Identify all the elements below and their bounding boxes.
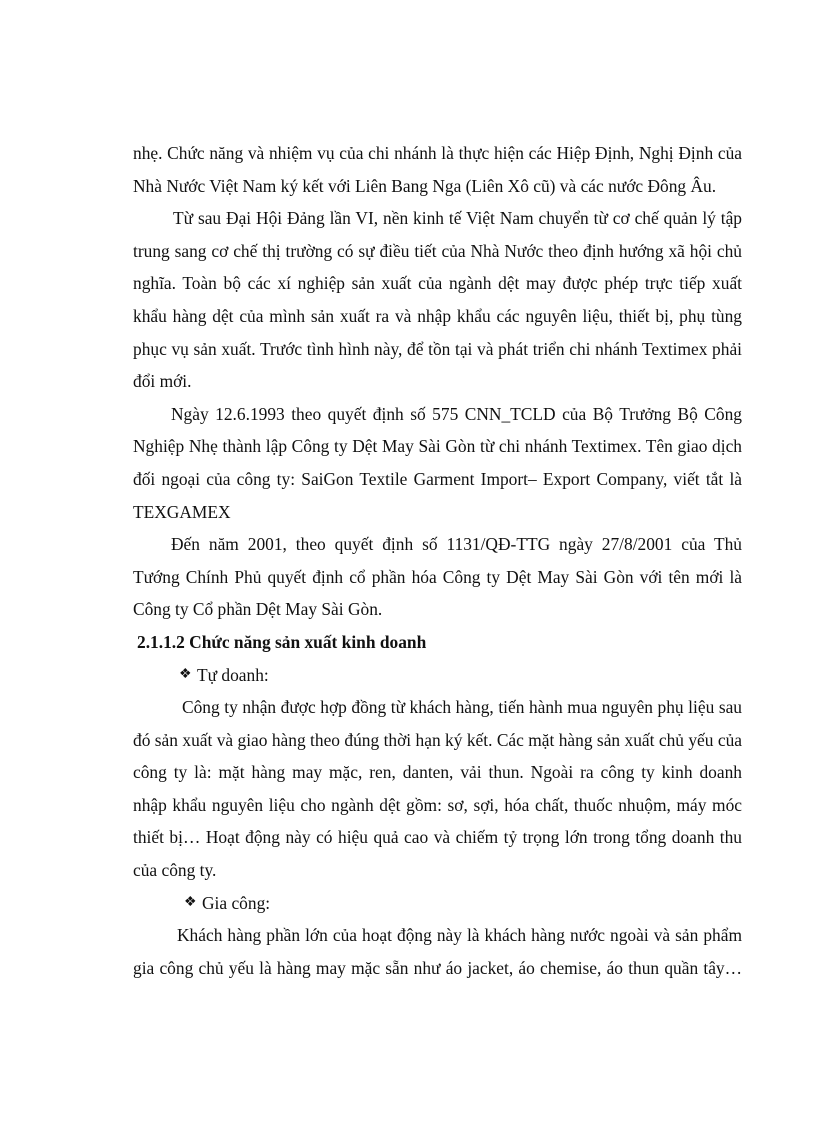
bullet-item-gia-cong	[133, 887, 742, 920]
paragraph-line: Công ty Cổ phần Dệt May Sài Gòn.	[133, 599, 383, 620]
paragraph-line: Ngày 12.6.1993 theo quyết định số 575 CNN_TCLD của Bộ Trưởng Bộ Công	[171, 403, 742, 424]
paragraph-line: Nghiệp Nhẹ thành lập Công ty Dệt May Sài Gòn từ chi nhánh Textimex. Tên giao dịch	[133, 436, 742, 457]
bullet-item-tu-doanh	[133, 659, 742, 692]
paragraph-line: nhập khẩu nguyên liệu cho ngành dệt gồm: sơ, sợi, hóa chất, thuốc nhuộm, máy móc	[133, 794, 742, 815]
paragraph-line: nghĩa. Toàn bộ các xí nghiệp sản xuất của ngành dệt may được phép trực tiếp xuất	[133, 273, 742, 294]
paragraph-line: phục vụ sản xuất. Trước tình hình này, để tồn tại và phát triển chi nhánh Textimex phải	[133, 338, 742, 359]
paragraph-line: Công ty nhận được hợp đồng từ khách hàng, tiến hành mua nguyên phụ liệu sau	[182, 697, 742, 718]
paragraph-line: thiết bị… Hoạt động này có hiệu quả cao và chiếm tỷ trọng lớn trong tổng doanh thu	[133, 827, 742, 848]
paragraph-line: đối ngoại của công ty: SaiGon Textile Garment Import– Export Company, viết tắt là	[133, 468, 742, 489]
paragraph-line: của công ty.	[133, 860, 217, 881]
paragraph-line: công ty là: mặt hàng may mặc, ren, danten, vải thun. Ngoài ra công ty kinh doanh	[133, 762, 742, 783]
bullet-label: Tự doanh:	[197, 664, 269, 685]
section-heading: 2.1.1.2 Chức năng sản xuất kinh doanh	[137, 631, 427, 652]
bullet-label: Gia công:	[202, 892, 271, 913]
paragraph-line: nhẹ. Chức năng và nhiệm vụ của chi nhánh là thực hiện các Hiệp Định, Nghị Định của	[133, 143, 742, 163]
paragraph-line: Nhà Nước Việt Nam ký kết với Liên Bang Nga (Liên Xô cũ) và các nước Đông Âu.	[133, 175, 717, 196]
paragraph-line: gia công chủ yếu là hàng may mặc sẵn như áo jacket, áo chemise, áo thun quần tây…	[133, 957, 742, 978]
paragraph-line: khẩu hàng dệt của mình sản xuất ra và nhập khẩu các nguyên liệu, thiết bị, phụ tùng	[133, 305, 742, 326]
document-page	[133, 137, 742, 984]
paragraph-line: Đến năm 2001, theo quyết định số 1131/QĐ-TTG ngày 27/8/2001 của Thủ	[171, 534, 742, 555]
paragraph-line: đổi mới.	[133, 371, 192, 392]
paragraph-line: Tướng Chính Phủ quyết định cổ phần hóa Công ty Dệt May Sài Gòn với tên mới là	[133, 566, 742, 587]
paragraph-line: Khách hàng phần lớn của hoạt động này là khách hàng nước ngoài và sản phẩm	[177, 925, 742, 946]
diamond-bullet-icon: ❖	[179, 666, 192, 682]
paragraph-line: trung sang cơ chế thị trường có sự điều tiết của Nhà Nước theo định hướng xã hội chủ	[133, 240, 742, 261]
paragraph-line: đó sản xuất và giao hàng theo đúng thời hạn ký kết. Các mặt hàng sản xuất chủ yếu của	[133, 729, 742, 750]
diamond-bullet-icon: ❖	[184, 894, 197, 910]
paragraph-line: TEXGAMEX	[133, 501, 231, 522]
paragraph-line: Từ sau Đại Hội Đảng lần VI, nền kinh tế Việt Nam chuyển từ cơ chế quản lý tập	[173, 208, 742, 229]
